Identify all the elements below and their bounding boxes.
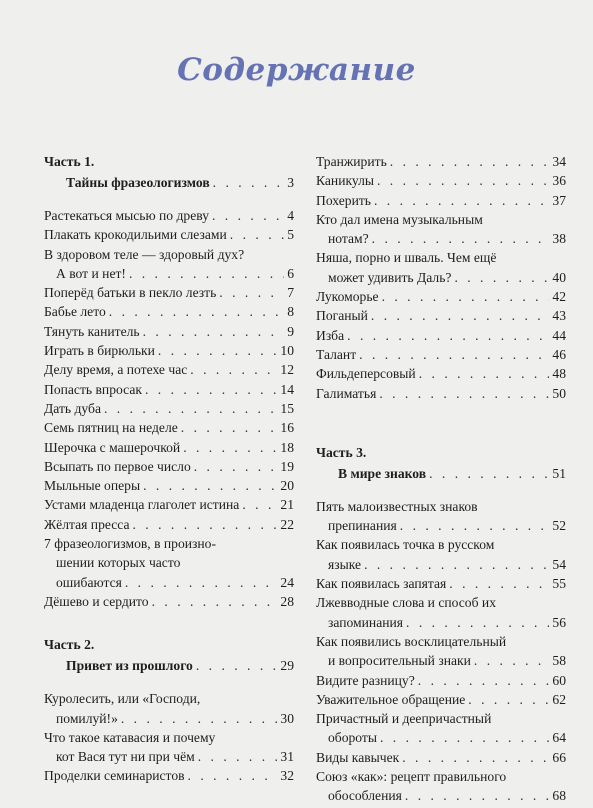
page-number: 15 (280, 400, 294, 416)
toc-entry-line (316, 788, 566, 807)
toc-entry-title: Каникулы (316, 173, 374, 189)
toc-entry-line (44, 382, 294, 401)
page-number: 42 (552, 289, 566, 305)
toc-entry-title: Как появилась запятая (316, 576, 447, 592)
dot-leader (429, 466, 549, 482)
toc-entry-line (44, 691, 294, 710)
dot-leader (125, 575, 278, 591)
page-number: 62 (552, 691, 566, 707)
toc-entry-line (44, 594, 294, 613)
page-number: 68 (552, 788, 566, 804)
toc-entry[interactable] (44, 304, 294, 323)
page-number: 32 (280, 768, 294, 784)
dot-leader (133, 517, 278, 533)
toc-entry-title: Транжирить (316, 154, 387, 169)
toc-entry-title: Няша, порно и шваль. Чем ещё (316, 250, 497, 266)
dot-leader (213, 175, 285, 191)
page-number: 22 (280, 516, 294, 532)
toc-entry[interactable] (44, 459, 294, 478)
toc-entry-line (316, 673, 566, 692)
dot-leader (129, 266, 284, 282)
page-number: 12 (280, 362, 294, 378)
page-number: 46 (552, 346, 566, 362)
dot-leader (419, 366, 550, 382)
page-number: 16 (280, 420, 294, 436)
toc-entry-title: может удивить Даль? (328, 269, 452, 285)
toc-entry[interactable] (44, 227, 294, 246)
toc-entry-line (316, 711, 566, 730)
page-number: 20 (280, 478, 294, 494)
toc-entry-line (44, 555, 294, 574)
dot-leader (152, 594, 278, 610)
toc-entry-line (316, 653, 566, 672)
toc-entry-line (316, 576, 566, 595)
toc-entry-title: языке (328, 556, 362, 572)
toc-entry[interactable] (44, 382, 294, 401)
toc-entry-title: Изба (316, 327, 345, 343)
dot-leader (121, 711, 278, 727)
dot-leader (230, 227, 284, 243)
page-number: 40 (552, 269, 566, 285)
toc-entry-line (316, 347, 566, 366)
toc-entry-line (316, 769, 566, 788)
page-number: 56 (552, 614, 566, 630)
toc-entry[interactable] (316, 154, 566, 173)
toc-entry-line (316, 634, 566, 653)
toc-entry-title: Шерочка с машерочкой (44, 439, 181, 455)
toc-entry[interactable] (44, 730, 294, 769)
toc-entry[interactable] (316, 193, 566, 212)
toc-entry[interactable] (316, 769, 566, 808)
toc-entry-line (316, 154, 566, 173)
part-title-line[interactable] (44, 175, 294, 196)
page-number: 60 (552, 672, 566, 688)
dot-leader (374, 193, 549, 209)
toc-entry-line (44, 324, 294, 343)
dot-leader (219, 285, 284, 301)
part-label: Часть 1. (44, 154, 95, 169)
toc-entry-title: Куролесить, или «Господи, (44, 691, 201, 707)
page-number: 66 (552, 749, 566, 765)
toc-entry-line (44, 730, 294, 749)
toc-entry[interactable] (44, 420, 294, 439)
toc-entry[interactable] (316, 595, 566, 634)
toc-entry-line (316, 328, 566, 347)
toc-entry-title: Жёлтая пресса (44, 516, 130, 532)
toc-entry-title: Дать дуба (44, 400, 101, 416)
dot-leader (402, 750, 549, 766)
page-number: 9 (287, 323, 294, 339)
dot-leader (143, 478, 277, 494)
toc-entry-title: и вопросительный знаки (328, 653, 471, 669)
toc-entry-line (316, 595, 566, 614)
page-number: 10 (280, 343, 294, 359)
toc-entry-title: помилуй!» (56, 710, 118, 726)
toc-entry-line (316, 750, 566, 769)
toc-entry[interactable] (44, 478, 294, 497)
toc-entry[interactable] (44, 517, 294, 536)
toc-entry[interactable] (316, 212, 566, 251)
page-number: 8 (287, 304, 294, 320)
dot-leader (242, 497, 277, 513)
toc-entry-title: Как появились восклицательный (316, 633, 507, 649)
dot-leader (347, 328, 549, 344)
page-number: 24 (280, 574, 294, 590)
toc-entry-line (44, 768, 294, 787)
part-title-line[interactable] (316, 466, 566, 487)
dot-leader (379, 386, 549, 402)
dot-leader (400, 518, 550, 534)
toc-entry-title: Фильдеперсовый (316, 366, 416, 382)
dot-leader (371, 308, 550, 324)
dot-leader (405, 788, 550, 804)
toc-entry-line (316, 386, 566, 405)
toc-entry[interactable] (44, 691, 294, 730)
page-number: 21 (280, 497, 294, 513)
dot-leader (145, 382, 277, 398)
toc-entry-title: Поганый (316, 308, 368, 324)
toc-entry-title: Видите разницу? (316, 672, 415, 688)
toc-entry[interactable] (44, 401, 294, 420)
page-number: 55 (552, 576, 566, 592)
toc-entry-line (44, 575, 294, 594)
toc-entry-line (44, 343, 294, 362)
page-number: 58 (552, 653, 566, 669)
page-number: 36 (552, 173, 566, 189)
toc-entry-title: запоминания (328, 614, 404, 630)
part-title: Тайны фразеологизмов (66, 175, 210, 190)
toc-entry-line (316, 173, 566, 192)
dot-leader (194, 459, 278, 475)
toc-entry-title: Как появилась точка в русском (316, 537, 495, 553)
toc-entry-title: обороты (328, 730, 377, 746)
toc-entry[interactable] (316, 576, 566, 595)
dot-leader (196, 658, 278, 674)
toc-entry[interactable] (44, 285, 294, 304)
toc-entry-title: препинания (328, 518, 397, 534)
toc-entry-title: Союз «как»: рецепт правильного (316, 769, 507, 785)
page-number: 5 (287, 227, 294, 243)
part-heading (316, 445, 566, 487)
toc-entry-title: Дёшево и сердито (44, 593, 149, 609)
toc-entry[interactable] (44, 594, 294, 613)
toc-entry-title: Причастный и деепричастный (316, 711, 492, 727)
toc-entry[interactable] (316, 173, 566, 192)
dot-leader (380, 730, 549, 746)
toc-entry[interactable] (316, 711, 566, 750)
toc-entry-title: Бабье лето (44, 304, 106, 320)
part-title: Привет из прошлого (66, 658, 193, 674)
toc-entry[interactable] (44, 768, 294, 787)
toc-entry-title: Попасть впросак (44, 381, 142, 397)
toc-entry[interactable] (44, 343, 294, 362)
toc-entry-line (316, 692, 566, 711)
dot-leader (454, 270, 549, 286)
toc-entry-line (44, 749, 294, 768)
toc-entry-line (316, 366, 566, 385)
toc-entry-line (316, 730, 566, 749)
dot-leader (143, 324, 285, 340)
page-number: 52 (552, 518, 566, 534)
toc-entry-title: Плакать крокодильими слезами (44, 227, 227, 243)
dot-leader (377, 173, 549, 189)
toc-entry-line (44, 711, 294, 730)
page-number: 43 (552, 308, 566, 324)
toc-entry-title: Растекаться мысью по древу (44, 208, 209, 223)
dot-leader (449, 576, 549, 592)
part-heading (44, 154, 294, 196)
page-number: 64 (552, 730, 566, 746)
toc-entry-line (44, 304, 294, 323)
dot-leader (468, 692, 549, 708)
page-number: 14 (280, 381, 294, 397)
dot-leader (198, 749, 278, 765)
toc-entry-line (316, 308, 566, 327)
page-number: 44 (552, 327, 566, 343)
toc-entry-title: Устами младенца глаголет истина (44, 497, 240, 513)
dot-leader (104, 401, 277, 417)
dot-leader (372, 231, 550, 247)
toc-entry-line (44, 227, 294, 246)
toc-entry-line (44, 247, 294, 266)
toc-entry-line (316, 193, 566, 212)
dot-leader (390, 154, 550, 170)
toc-entry[interactable] (316, 386, 566, 405)
dot-leader (364, 557, 549, 573)
page-number: 30 (280, 710, 294, 726)
page-number: 51 (552, 465, 566, 481)
toc-entry-title: Галиматья (316, 385, 377, 401)
toc-entry-title: 7 фразеологизмов, в произно- (44, 536, 217, 552)
page-number: 38 (552, 231, 566, 247)
toc-entry-line (44, 420, 294, 439)
toc-entry[interactable] (316, 250, 566, 289)
toc-entry[interactable] (316, 537, 566, 576)
toc-entry-title: Виды кавычек (316, 749, 400, 765)
part-heading (44, 637, 294, 679)
toc-entry[interactable] (44, 247, 294, 286)
toc-entry-line (44, 285, 294, 304)
dot-leader (181, 420, 278, 436)
part-title: В мире знаков (338, 465, 427, 481)
toc-left-column (44, 154, 294, 788)
toc-entry-line (316, 250, 566, 269)
toc-entry[interactable] (316, 308, 566, 327)
toc-entry-title: Всыпать по первое число (44, 458, 191, 474)
toc-entry-line (44, 266, 294, 285)
toc-entry-line (44, 517, 294, 536)
page-number: 31 (280, 749, 294, 765)
dot-leader (158, 343, 278, 359)
page-number: 37 (552, 192, 566, 208)
toc-entry-line (316, 537, 566, 556)
toc-entry[interactable] (316, 750, 566, 769)
toc-entry[interactable] (44, 208, 294, 227)
toc-entry-title: нотам? (328, 231, 369, 247)
toc-entry-line (44, 478, 294, 497)
toc-entry-title: Уважительное обращение (316, 691, 466, 707)
toc-entry-title: Лукоморье (316, 289, 379, 305)
page-number: 34 (552, 154, 566, 169)
toc-entry-line (316, 270, 566, 289)
page-number: 7 (287, 285, 294, 301)
toc-entry-line (316, 518, 566, 537)
page-title: Содержание (177, 52, 416, 88)
page-number: 6 (287, 265, 294, 281)
dot-leader (109, 304, 284, 320)
page-number: 4 (287, 208, 294, 223)
part-title-line[interactable] (44, 658, 294, 679)
toc-entry[interactable] (44, 497, 294, 516)
toc-entry-title: Талант (316, 346, 357, 362)
toc-entry-title: Мыльные оперы (44, 478, 141, 494)
toc-entry-title: Похерить (316, 192, 371, 208)
part-label: Часть 3. (316, 444, 367, 460)
toc-entry[interactable] (44, 324, 294, 343)
page-number: 18 (280, 439, 294, 455)
toc-entry-title: обособления (328, 788, 402, 804)
toc-entry-line (44, 208, 294, 227)
toc-right-column (316, 154, 566, 808)
toc-entry-line (316, 557, 566, 576)
page-number: 50 (552, 385, 566, 401)
toc-entry[interactable] (316, 692, 566, 711)
toc-entry-line (44, 497, 294, 516)
toc-entry[interactable] (44, 536, 294, 594)
toc-entry-line (316, 231, 566, 250)
toc-entry-line (316, 615, 566, 634)
page-number: 19 (280, 458, 294, 474)
toc-entry-title: Тянуть канитель (44, 323, 140, 339)
toc-entry-title: Играть в бирюльки (44, 343, 155, 359)
dot-leader (212, 208, 284, 224)
toc-entry[interactable] (316, 328, 566, 347)
dot-leader (382, 289, 550, 305)
dot-leader (359, 347, 549, 363)
part-label: Часть 2. (44, 637, 95, 653)
dot-leader (474, 653, 549, 669)
toc-entry-title: Кто дал имена музыкальным (316, 211, 483, 227)
toc-entry-line (44, 536, 294, 555)
page-number: 28 (280, 593, 294, 609)
toc-entry[interactable] (316, 289, 566, 308)
dot-leader (418, 673, 550, 689)
toc-entry-title: В здоровом теле — здоровый дух? (44, 246, 245, 262)
toc-entry-title: шении которых часто (56, 555, 181, 571)
dot-leader (406, 615, 549, 631)
toc-entry-line (316, 212, 566, 231)
page-number: 54 (552, 556, 566, 572)
toc-entry[interactable] (44, 440, 294, 459)
dot-leader (183, 440, 277, 456)
toc-entry[interactable] (316, 634, 566, 673)
toc-entry[interactable] (316, 499, 566, 538)
toc-entry-title: ошибаются (56, 574, 122, 590)
toc-entry[interactable] (44, 362, 294, 381)
toc-entry[interactable] (316, 347, 566, 366)
toc-entry-line (44, 401, 294, 420)
toc-entry-title: Проделки семинаристов (44, 768, 185, 784)
dot-leader (188, 768, 278, 784)
page-number: 48 (552, 366, 566, 382)
toc-entry-title: Делу время, а потехе час (44, 362, 188, 378)
toc-entry-title: Лжевводные слова и способ их (316, 595, 496, 611)
toc-entry-line (316, 289, 566, 308)
page-number: 29 (280, 658, 294, 674)
toc-entry-title: Поперёд батьки в пекло лезть (44, 285, 217, 301)
toc-entry-line (44, 440, 294, 459)
toc-entry-title: Семь пятниц на неделе (44, 420, 178, 436)
toc-entry-title: Пять малоизвестных знаков (316, 498, 478, 514)
toc-entry-line (44, 459, 294, 478)
dot-leader (190, 362, 277, 378)
toc-entry-title: А вот и нет! (56, 265, 126, 281)
toc-entry-title: кот Вася тут ни при чём (56, 749, 195, 765)
page-number: 3 (287, 175, 294, 190)
toc-entry[interactable] (316, 673, 566, 692)
toc-entry[interactable] (316, 366, 566, 385)
toc-entry-line (44, 362, 294, 381)
toc-entry-title: Что такое катавасия и почему (44, 729, 216, 745)
toc-entry-line (316, 499, 566, 518)
